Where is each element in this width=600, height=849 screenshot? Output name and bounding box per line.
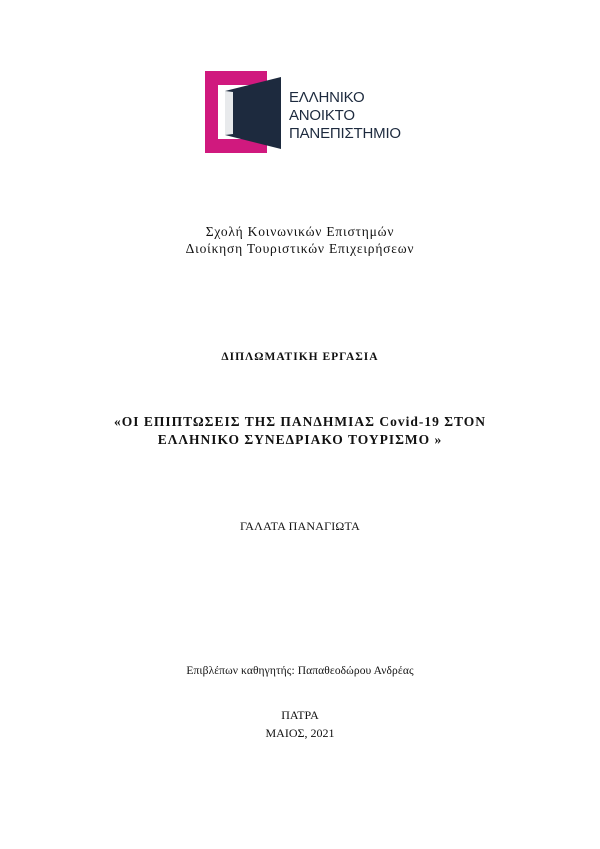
logo-line-2: ΑΝΟΙΚΤΟ — [289, 107, 355, 124]
logo-line-3: ΠΑΝΕΠΙΣΤΗΜΙΟ — [289, 125, 401, 142]
program-name: Διοίκηση Τουριστικών Επιχειρήσεων — [185, 241, 415, 256]
supervisor-line: Επιβλέπων καθηγητής: Παπαθεοδώρου Ανδρέας — [186, 665, 414, 677]
city: ΠΑΤΡΑ — [281, 708, 319, 722]
university-logo — [205, 71, 415, 153]
author-name: ΓΑΛΑΤΑ ΠΑΝΑΓΙΩΤΑ — [240, 519, 360, 533]
thesis-title-line-2: ΕΛΛΗΝΙΚΟ ΣΥΝΕΔΡΙΑΚΟ ΤΟΥΡΙΣΜΟ » — [157, 432, 443, 447]
faculty-name: Σχολή Κοινωνικών Επιστημών — [205, 224, 395, 239]
thesis-type-heading: ΔΙΠΛΩΜΑΤΙΚΗ ΕΡΓΑΣΙΑ — [221, 351, 379, 363]
logo-line-1: ΕΛΛΗΝΙΚΟ — [289, 89, 365, 106]
thesis-title-line-1: «ΟΙ ΕΠΙΠΤΩΣΕΙΣ ΤΗΣ ΠΑΝΔΗΜΙΑΣ Covid-19 ΣΤΟΝ — [113, 414, 487, 429]
thesis-title — [0, 413, 600, 449]
date: ΜΑΙΟΣ, 2021 — [265, 726, 335, 740]
logo-emblem-icon — [205, 71, 285, 153]
logo-wordmark — [289, 89, 401, 143]
school-block — [0, 223, 600, 257]
